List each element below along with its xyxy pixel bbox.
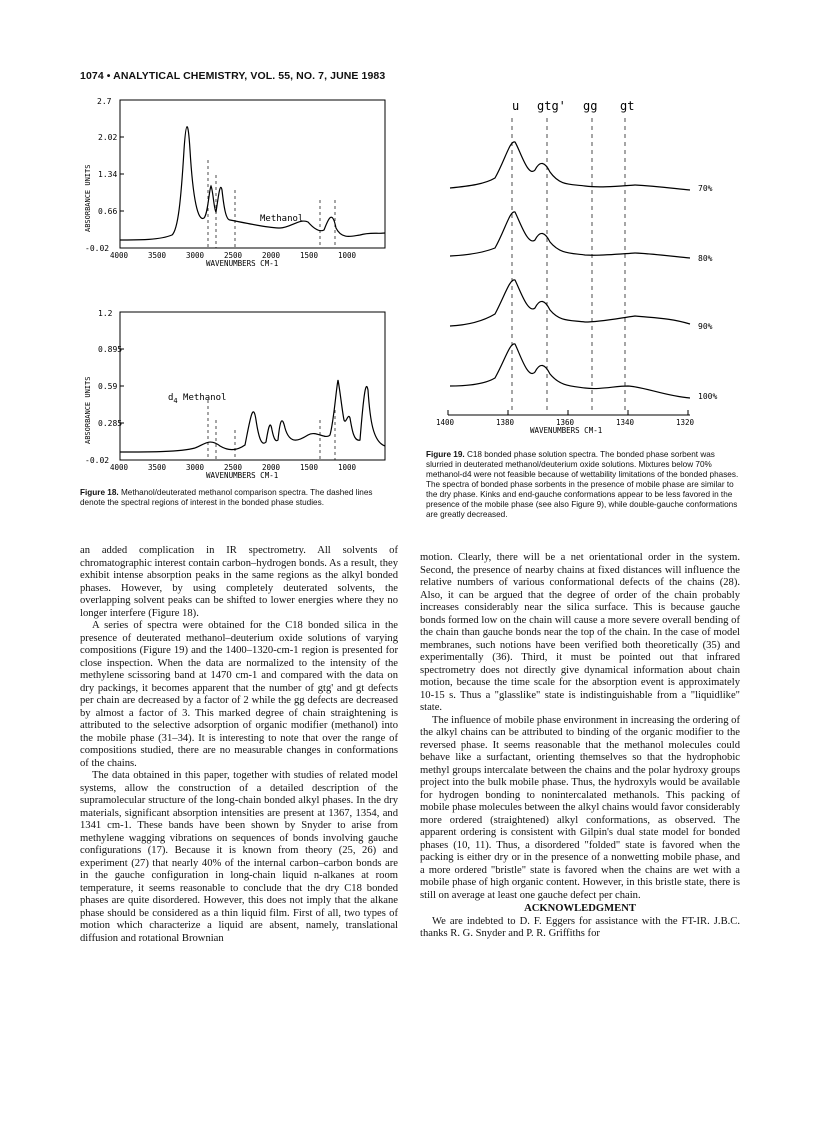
fig18-bottom-xtick: 4000 [110,463,129,472]
fig18-top-ytick: 2.7 [97,97,112,106]
figure-19 [420,90,750,445]
fig18-bottom-ytick: 1.2 [98,309,113,318]
fig18-top-ytick: 0.66 [98,207,118,216]
fig19-peak-label: gtg' [537,99,566,113]
fig19-peak-label: gt [620,99,635,113]
fig18-bottom-xtick: 1000 [338,463,357,472]
paragraph: The data obtained in this paper, together with studies of related model systems, allow the construction of a detailed description of the supramolecular structure of the long-chain bonded alkyl phases. In the dry materials, significant absorption intensities are present at 1367, 1354, and 1341 cm-1. These bands have been shown by Snyder to arise from methylene wagging vibrations on sequences of bonds involving gauche configurations (17). Because it is known from theory (25, 26) and experiment (27) that nearly 40% of the internal carbon–carbon bonds are in the gauche configuration in long-chain liquid n-alkanes at room temperature, it seems reasonable to conclude that the dry C18 bonded phases are quite disordered. However, this does not imply that the alkane phase should be considered as a thin liquid film. First of all, two types of motion which characterize a liquid are absent, namely, translational diffusion and rotational Brownian [80,770,398,944]
fig19-xtick: 1320 [676,418,695,427]
acknowledgment-heading: ACKNOWLEDGMENT [524,903,636,914]
fig19-trace-100 [450,344,690,398]
fig18-top-xtick: 4000 [110,251,129,260]
running-head: 1074 • ANALYTICAL CHEMISTRY, VOL. 55, NO. 7, JUNE 1983 [80,70,386,82]
fig18-top-xtick: 3500 [148,251,167,260]
fig18-top-xtick: 3000 [186,251,205,260]
fig18-top-xlabel: WAVENUMBERS CM-1 [206,259,279,268]
paragraph: The influence of mobile phase environment in increasing the ordering of the alkyl chains can be attributed to binding of the organic modifier to the reversed phase. It seems reasonable that the methanol molecules could behave like a surfactant, orienting themselves so that the hydrophobic methyl groups intercalate between the chains and the polar hydroxy groups project into the bulk mobile phase. Thus, the hydroxyls would be available for hydrogen bonding to nonintercalated methanols. This packing of mobile phase molecules between the alkyl chains would favor considerably more ordered (straightened) alkyl conformations, as observed. The apparent ordering is consistent with Gilpin's dual state model for bonded phases (10, 11). Thus, a disordered "folded" state is favored when the packing is either dry or in the presence of a nonwetting mobile phase, and a more ordered "bristle" state is favored when the chains are wet with a mobile phase of high organic content. However, in this bristle state, there is still on average at least one gauche defect per chain. [420,714,740,901]
fig18-top-label: Methanol [260,214,304,224]
fig19-trace-label: 90% [698,322,713,331]
fig19-xtick: 1400 [436,418,455,427]
fig18-bottom-xtick: 3000 [186,463,205,472]
fig18-top-xtick: 2500 [224,251,243,260]
fig19-peak-label: u [512,99,520,113]
right-column [420,552,740,941]
fig18-top-xtick: 2000 [262,251,281,260]
fig18-bottom-xtick: 2000 [262,463,281,472]
fig18-top-ytick: -0.02 [85,244,110,253]
paragraph: A series of spectra were obtained for the C18 bonded silica in the presence of deuterated methanol–deuterium oxide solutions of varying compositions (Figure 19) and the 1400–1320-cm-1 region is presented for close inspection. When the data are normalized to the intensity of the methylene scissoring band at 1470 cm-1 and compared with the data on dry packings, it becomes apparent that the number of gtg' and gt defects per chain are decreased by a factor of 2 while the gg defects are decreased by almost a factor of 3. This marked degree of chain straightening is attributed to the selective adsorption of organic modifier (methanol) into the mobile phase (31–34). It is interesting to note that over the range of compositions studied, there are no measurable changes in conformations of the chains. [80,620,398,769]
fig19-trace-label: 80% [698,254,713,263]
fig19-trace-label: 70% [698,184,713,193]
fig18-bottom-label: $d_4$ Methanol [168,393,227,405]
fig19-xlabel: WAVENUMBERS CM-1 [530,426,603,435]
fig19-xtick: 1340 [616,418,635,427]
paragraph: motion. Clearly, there will be a net orientational order in the system. Second, the presence of nearby chains at fixed distances will influence the relative numbers of various conformational defects of the chains (28). Also, it can be argued that the degree of order of the chain probably increases considerably near the silica surface. This is because gauche bonds formed low on the chain will cause a more severe overall bending of the chain than gauche bonds near the top of the chain. In the case of model membranes, such notions have been verified both theoretically (35) and experimentally (36). Third, it must be pointed out that infrared spectrometry does not directly give dynamical information about chain motion, because the time scale for the absorption event is approximately 10-15 s. Thus a "glasslike" state is indistinguishable from a "liquidlike" state. [420,552,740,713]
fig18-bottom-xtick: 3500 [148,463,167,472]
fig18-bottom-ytick: -0.02 [85,456,110,465]
fig19-trace-90 [450,280,690,326]
figure-18 [80,90,400,490]
fig19-xtick: 1360 [556,418,575,427]
fig18-bottom-ytick: 0.895 [98,345,123,354]
fig18-bottom-ytick: 0.59 [98,382,118,391]
acknowledgment-text: We are indebted to D. F. Eggers for assistance with the FT-IR. J.B.C. thanks R. G. Snyder and P. R. Griffiths for [420,915,740,939]
fig19-caption: Figure 19. C18 bonded phase solution spectra. The bonded phase sorbent was slurried in deuterated methanol/deuterium oxide solutions. Mixtures below 70% methanol-d4 were not feasible because of wettability limitations of the bonded phases. The spectra of bonded phase sorbents in the presence of mobile phase are similar to the dry phase. Kinks and end-gauche conformations appear to be less favored in the presence of the mobile phase (see also Figure 9), while double-gauche conformations are greatly decreased. [426,450,739,519]
fig18-top-ylabel: ABSORBANCE UNITS [84,164,92,232]
fig18-top-panel [84,97,385,268]
fig19-xtick: 1380 [496,418,515,427]
fig18-bottom-panel [84,309,385,480]
fig18-bottom-xlabel: WAVENUMBERS CM-1 [206,471,279,480]
paragraph: an added complication in IR spectrometry. All solvents of chromatographic interest contain carbon–hydrogen bonds. As a result, they exhibit intense absorption peaks in the same regions as the alkyl bonded phases. However, by using completely deuterated solvents, the overlapping solvent peaks can be shifted to lower energies where they no longer interfere (Figure 18). [80,545,398,619]
fig19-trace-70 [450,142,690,190]
fig18-top-ytick: 2.02 [98,133,118,142]
fig18-top-ytick: 1.34 [98,170,118,179]
fig18-bottom-xtick: 2500 [224,463,243,472]
fig18-caption: Figure 18. Methanol/deuterated methanol comparison spectra. The dashed lines denote the spectral regions of interest in the bonded phase studies. [80,488,373,507]
fig18-top-xtick: 1000 [338,251,357,260]
fig19-trace-label: 100% [698,392,718,401]
fig19-peak-label: gg [583,99,598,113]
left-column [80,545,398,945]
fig18-bottom-xtick: 1500 [300,463,319,472]
fig18-top-xtick: 1500 [300,251,319,260]
fig18-bottom-ytick: 0.285 [98,419,123,428]
fig19-trace-80 [450,212,690,258]
fig18-bottom-ylabel: ABSORBANCE UNITS [84,376,92,444]
